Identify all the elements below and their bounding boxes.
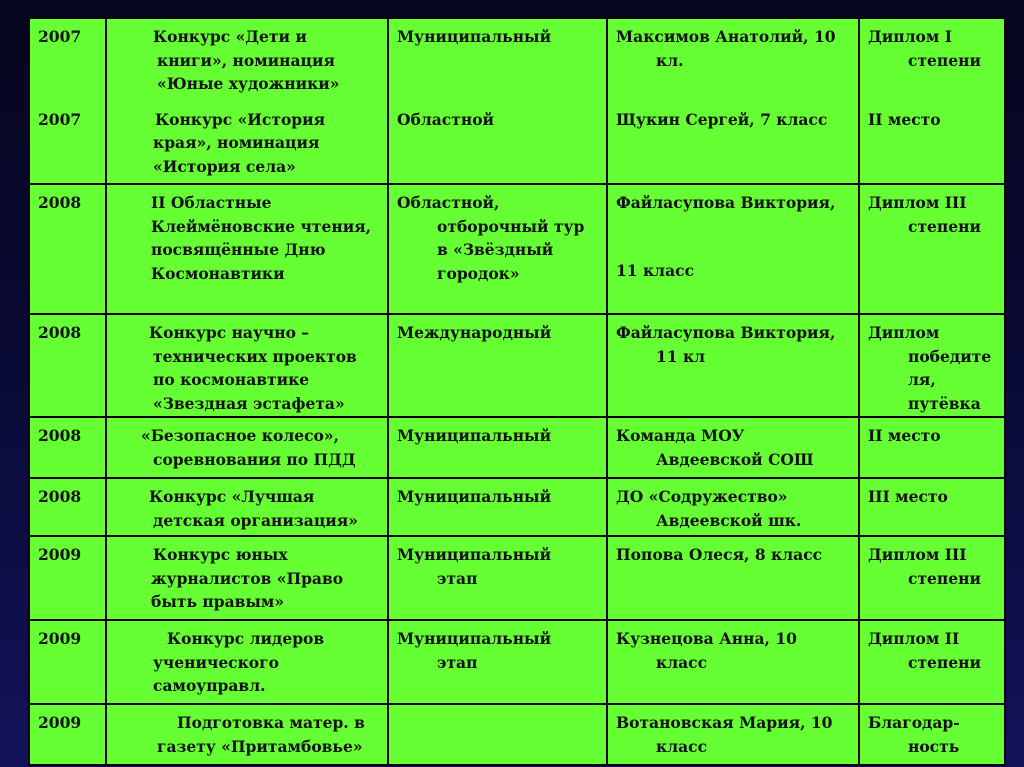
- table-cell-year: [28, 703, 107, 766]
- table-cell-result: [858, 477, 1006, 537]
- table-cell-year: [28, 183, 107, 315]
- participant-line: Файласупова Виктория,: [616, 323, 836, 342]
- event-line: края», номинация: [153, 133, 320, 152]
- participant-line: [616, 711, 848, 735]
- event-line: ученического: [153, 652, 279, 672]
- event-line: «Звездная эстафета»: [153, 393, 345, 413]
- table-cell-year: [28, 416, 107, 479]
- result-line: II место: [868, 110, 941, 129]
- event-line: «Юные художники»: [157, 74, 340, 93]
- participant-word: 10: [810, 713, 833, 732]
- level-line: Муниципальный: [397, 545, 552, 564]
- table-cell-year: [28, 313, 107, 418]
- participant-line: ДО «Содружество»: [616, 487, 788, 506]
- table-cell-participant: [606, 703, 860, 766]
- event-line: Конкурс лидеров: [167, 629, 325, 648]
- result-line: степени: [908, 216, 981, 236]
- year-text: 2008: [38, 323, 82, 342]
- table-cell-participant: [606, 535, 860, 621]
- table-cell-event: [105, 416, 389, 479]
- result-line: Благодар-: [868, 713, 960, 732]
- participant-line: класс: [656, 652, 708, 672]
- year-text: 2009: [38, 545, 82, 564]
- year-text: 2007: [38, 109, 82, 129]
- table-cell-level: [387, 477, 608, 537]
- level-line: этап: [437, 652, 478, 672]
- participant-line: класс: [656, 736, 708, 756]
- table-cell-participant: [606, 183, 860, 315]
- event-line: Космонавтики: [151, 263, 285, 283]
- result-line: степени: [908, 652, 981, 672]
- event-line: II Областные: [151, 193, 272, 212]
- table-cell-result: [858, 416, 1006, 479]
- year-text: 2008: [38, 487, 82, 506]
- participant-word: Вотановская: [616, 713, 734, 732]
- participant-line: Максимов Анатолий, 10: [616, 27, 836, 46]
- event-line: детская организация»: [153, 510, 358, 530]
- result-line: победите: [908, 346, 992, 366]
- level-line: Муниципальный: [397, 27, 552, 46]
- participant-line: Попова Олеся, 8 класс: [616, 545, 823, 564]
- participant-word: Кузнецова: [616, 629, 714, 648]
- level-line: Муниципальный: [397, 487, 552, 506]
- event-line: технических проектов: [153, 346, 357, 366]
- participant-line: 11 кл: [656, 346, 706, 366]
- result-line: Диплом III: [868, 193, 967, 212]
- table-cell-year: [28, 17, 107, 185]
- table-cell-level: [387, 416, 608, 479]
- result-line: путёвка: [908, 393, 981, 413]
- year-text: 2008: [38, 193, 82, 212]
- event-line: Конкурс юных: [153, 545, 288, 564]
- event-line: посвящённые Дню: [151, 240, 326, 259]
- result-line: II место: [868, 426, 941, 445]
- table-cell-result: [858, 183, 1006, 315]
- result-line: Диплом III: [868, 545, 967, 564]
- result-line: Диплом II: [868, 629, 960, 648]
- level-line: Областной: [397, 109, 495, 129]
- participant-line: Авдеевской шк.: [656, 510, 802, 530]
- year-text: 2009: [38, 713, 82, 732]
- participant-line: Авдеевской СОШ: [656, 449, 814, 469]
- level-line: Областной,: [397, 193, 500, 212]
- table-cell-level: [387, 17, 608, 185]
- table-cell-event: [105, 17, 389, 185]
- table-cell-level: [387, 183, 608, 315]
- event-line: газету «Притамбовье»: [157, 736, 363, 756]
- event-line: «История села»: [153, 156, 296, 176]
- table-cell-result: [858, 703, 1006, 766]
- table-cell-event: [105, 313, 389, 418]
- event-line: Конкурс «Лучшая: [149, 487, 315, 506]
- table-cell-event: [105, 619, 389, 705]
- table-cell-event: [105, 183, 389, 315]
- result-line: ность: [908, 736, 960, 756]
- result-line: Диплом I: [868, 27, 953, 46]
- event-line: «Безопасное колесо»,: [141, 426, 339, 445]
- table-cell-result: [858, 619, 1006, 705]
- event-line: самоуправл.: [153, 676, 266, 695]
- table-cell-event: [105, 535, 389, 621]
- table-cell-level: [387, 619, 608, 705]
- table-cell-result: [858, 535, 1006, 621]
- level-line: этап: [437, 568, 478, 588]
- table-cell-result: [858, 17, 1006, 185]
- table-cell-year: [28, 477, 107, 537]
- table-cell-participant: [606, 17, 860, 185]
- year-text: 2008: [38, 426, 82, 445]
- participant-word: 10: [775, 629, 797, 648]
- table-cell-level: [387, 703, 608, 766]
- level-line: в «Звёздный: [437, 240, 554, 259]
- participant-line: Щукин Сергей, 7 класс: [616, 110, 828, 129]
- table-cell-participant: [606, 416, 860, 479]
- year-text: 2009: [38, 629, 82, 648]
- level-line: Муниципальный: [397, 426, 552, 445]
- result-line: ля,: [908, 370, 936, 389]
- level-line: Муниципальный: [397, 629, 552, 648]
- level-line: городок»: [437, 263, 520, 283]
- participant-word: Анна,: [719, 629, 770, 648]
- result-line: степени: [908, 568, 981, 588]
- result-line: степени: [908, 50, 981, 70]
- participant-line: [616, 627, 848, 651]
- table-cell-participant: [606, 313, 860, 418]
- event-line: по космонавтике: [153, 370, 310, 389]
- participant-line: Команда МОУ: [616, 426, 745, 445]
- participant-word: Мария,: [739, 713, 806, 732]
- event-line: Подготовка матер. в: [177, 713, 365, 732]
- table-cell-result: [858, 313, 1006, 418]
- event-line: соревнования по ПДД: [153, 449, 356, 469]
- level-line: Международный: [397, 323, 552, 342]
- table-cell-participant: [606, 477, 860, 537]
- event-line: Клеймёновские чтения,: [151, 216, 372, 236]
- table-cell-event: [105, 477, 389, 537]
- result-line: Диплом: [868, 323, 940, 342]
- result-line: III место: [868, 487, 948, 506]
- event-line: книги», номинация: [157, 50, 335, 70]
- table-cell-participant: [606, 619, 860, 705]
- table-cell-event: [105, 703, 389, 766]
- event-line: Конкурс «Дети и: [153, 27, 307, 46]
- table-cell-level: [387, 313, 608, 418]
- event-line: быть правым»: [151, 592, 285, 611]
- year-text: 2007: [38, 27, 82, 46]
- table-cell-year: [28, 535, 107, 621]
- table-cell-year: [28, 619, 107, 705]
- event-line: Конкурс «История: [155, 109, 326, 129]
- event-line: Конкурс научно –: [149, 323, 310, 342]
- level-line: отборочный тур: [437, 216, 585, 236]
- event-line: журналистов «Право: [151, 568, 344, 588]
- participant-line: кл.: [656, 50, 684, 70]
- participant-line: Файласупова Виктория,: [616, 193, 836, 212]
- participant-line: 11 класс: [616, 260, 695, 280]
- table-cell-level: [387, 535, 608, 621]
